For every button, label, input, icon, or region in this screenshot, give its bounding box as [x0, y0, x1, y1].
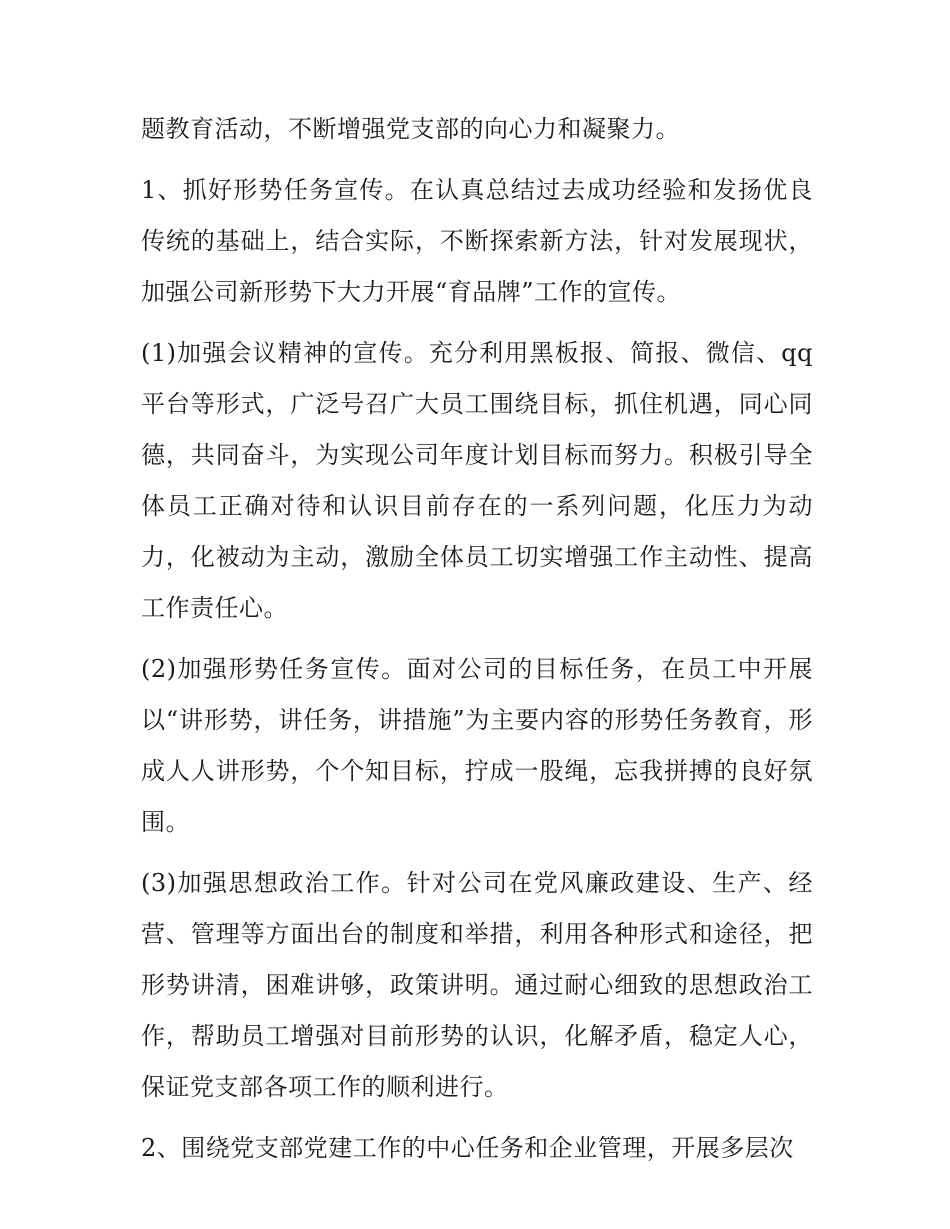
- paragraph-item-2: (2)加强形势任务宣传。面对公司的目标任务，在员工中开展以“讲形势，讲任务，讲措施”为主要内容的形势任务教育，形成人人讲形势，个个知目标，拧成一股绳，忘我拼搏的良好氛围。: [141, 655, 813, 836]
- document-body: [141, 104, 813, 1184]
- paragraph-section-1: 1、抓好形势任务宣传。在认真总结过去成功经验和发扬优良传统的基础上，结合实际，不断探索新方法，针对发展现状，加强公司新形势下大力开展“育品牌”工作的宣传。: [141, 176, 813, 306]
- paragraph-item-3: (3)加强思想政治工作。针对公司在党风廉政建设、生产、经营、管理等方面出台的制度和举措，利用各种形式和途径，把形势讲清，困难讲够，政策讲明。通过耐心细致的思想政治工作，帮助员工增强对目前形势的认识，化解矛盾，稳定人心，保证党支部各项工作的顺利进行。: [141, 869, 813, 1101]
- paragraph-item-1: (1)加强会议精神的宣传。充分利用黑板报、简报、微信、qq平台等形式，广泛号召广大员工围绕目标，抓住机遇，同心同德，共同奋斗，为实现公司年度计划目标而努力。积极引导全体员工正确对待和认识目前存在的一系列问题，化压力为动力，化被动为主动，激励全体员工切实增强工作主动性、提高工作责任心。: [141, 339, 813, 622]
- paragraph-section-2: 2、围绕党支部党建工作的中心任务和企业管理，开展多层次: [141, 1134, 794, 1162]
- paragraph-intro-continuation: 题教育活动，不断增强党支部的向心力和凝聚力。: [141, 115, 680, 143]
